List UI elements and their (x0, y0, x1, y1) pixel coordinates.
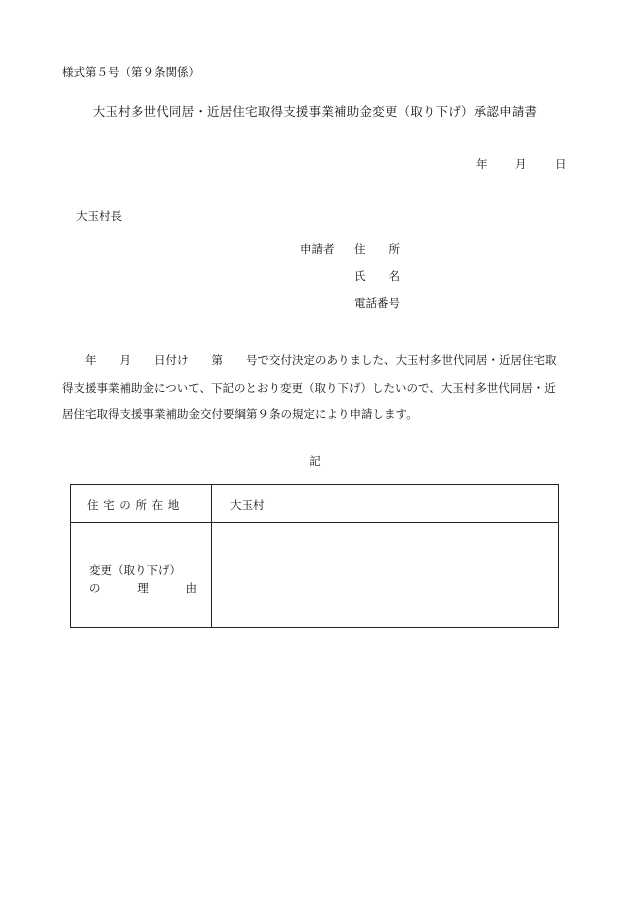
date-day-label: 日 (555, 157, 567, 171)
reason-label-char: 由 (185, 581, 197, 595)
applicant-phone-label: 電話番号 (354, 296, 400, 310)
date-month-label: 月 (515, 157, 527, 171)
table-cell-reason-value[interactable] (212, 523, 558, 627)
addressee: 大玉村長 (76, 209, 122, 223)
table-cell-location-value[interactable] (212, 485, 558, 523)
ki-heading: 記 (309, 454, 321, 468)
location-label: 住 宅 の 所 在 地 (87, 498, 180, 512)
reason-label-char: 理 (137, 581, 149, 595)
applicant-label: 申請者 (300, 242, 335, 256)
date-year-label: 年 (476, 157, 488, 171)
body-text-line: 居住宅取得支援事業補助金交付要綱第９条の規定により申請します。 (62, 407, 418, 421)
applicant-name-label: 氏 名 (354, 269, 400, 283)
location-value: 大玉村 (230, 498, 265, 512)
form-number: 様式第５号（第９条関係） (62, 65, 200, 79)
document-title: 大玉村多世代同居・近居住宅取得支援事業補助金変更（取り下げ）承認申請書 (92, 104, 538, 119)
table-cell-reason-label (71, 523, 212, 627)
applicant-address-label: 住 所 (354, 242, 400, 256)
body-text-line: 得支援事業補助金について、下記のとおり変更（取り下げ）したいので、大玉村多世代同居・近 (62, 381, 556, 395)
reason-label-char: の (89, 581, 101, 595)
reason-label-line1: 変更（取り下げ） (89, 563, 181, 577)
info-table (70, 484, 559, 628)
reason-label-line2 (89, 580, 197, 596)
body-text-line: 年 月 日付け 第 号で交付決定のありました、大玉村多世代同居・近居住宅取 (62, 353, 557, 367)
table-cell-location-label (71, 485, 212, 523)
